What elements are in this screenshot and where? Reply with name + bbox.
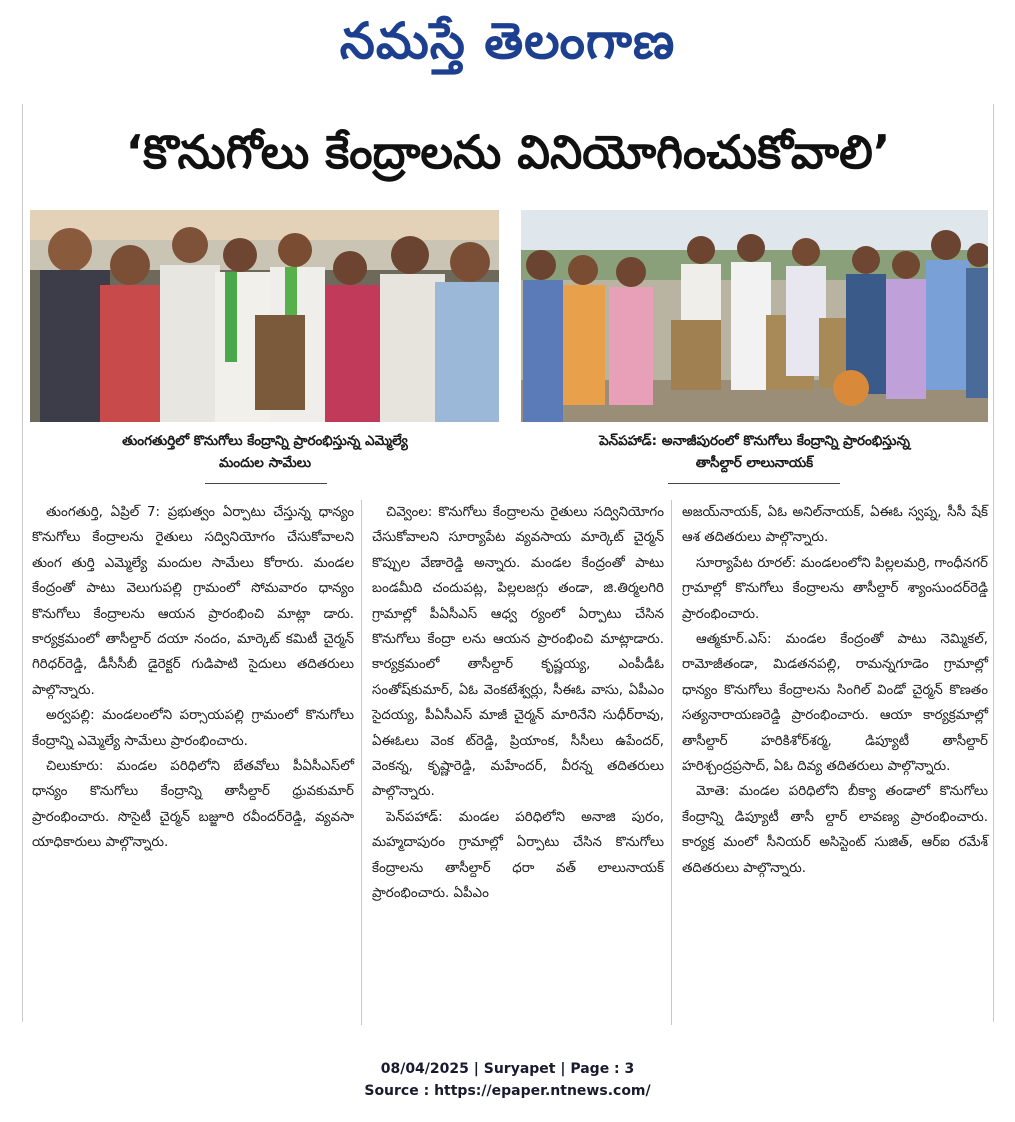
- paragraph-penpahad-cont: అజయ్‌నాయక్‌, ఏఓ అనిల్‌నాయక్‌, ఏఈఓ స్వప్న, సీసీ షేక్‌ ఆశ తదితరులు పాల్గొన్నారు.: [682, 505, 988, 546]
- paragraph-tungaturthi: తుంగతుర్తి, ఏప్రిల్‌ 7: ప్రభుత్వం ఏర్పాటు చేస్తున్న ధాన్యం కొనుగోలు కేంద్రాలను రైతులు సద్వినియోగం చేసుకోవాలని తుంగ తుర్తి ఎమ్మెల్యే మందుల సామేలు కోరారు. మండల కేంద్రంతో పాటు వెలుగుపల్లి గ్రామంలో సోమవారం ధాన్యం కొనుగోలు కేంద్రాలను ఆయన ప్రారంభించి మాట్లా డారు. కార్యక్రమంలో తాసీల్దార్‌ దయా నందం, మార్కెట్‌ కమిటీ చైర్మన్‌ గిరిధర్‌రెడ్డి, డీసీసీబీ డైరెక్టర్‌ గుడిపాటి సైదులు తదితరులు పాల్గొన్నారు.: [32, 505, 354, 698]
- article-column-3: [682, 500, 988, 881]
- column-rule-2: [671, 500, 672, 1025]
- article-column-1: [32, 500, 354, 856]
- paragraph-mothe: మోతె: మండల పరిధిలోని బీక్యా తండాలో కొనుగోలు కేంద్రాన్ని డిప్యూటీ తాసీ ల్దార్‌ లావణ్య ప్రారంభించారు. కార్యక్ర మంలో సీనియర్‌ అసిస్టెంట్‌ సుజిత్‌, ఆర్‌ఐ రమేశ్‌ తదితరులు పాల్గొన్నారు.: [682, 784, 988, 876]
- page-border-right: [993, 104, 994, 1022]
- paragraph-suryapet-rural: సూర్యాపేట రూరల్‌: మండలంలోని పిల్లలమర్రి, గాంధీనగర్‌ గ్రామాల్లో కొనుగోలు కేంద్రాలను తాసీల్దార్‌ శ్యాంసుందర్‌రెడ్డి ప్రారంభించారు.: [682, 555, 988, 622]
- article-column-2: [372, 500, 664, 907]
- photo-penpahad: [521, 210, 988, 422]
- caption-2-rule: [668, 483, 840, 484]
- masthead-title: నమస్తే తెలంగాణ: [339, 12, 676, 70]
- caption-2-line-2: తాసీల్దార్‌ లాలునాయక్‌: [695, 455, 814, 471]
- paragraph-arvapalli: అర్వపల్లి: మండలంలోని పర్సాయపల్లి గ్రామంలో కొనుగోలు కేంద్రాన్ని ఎమ్మెల్యే సామేలు ప్రారంభించారు.: [32, 708, 354, 749]
- footer-source-link[interactable]: Source : https://epaper.ntnews.com/: [364, 1083, 651, 1099]
- caption-2-line-1: పెన్‌పహాడ్‌: అనాజీపురంలో కొనుగోలు కేంద్రాన్ని ప్రారంభిస్తున్న: [599, 433, 910, 449]
- masthead: [0, 6, 1015, 76]
- photo-caption-2: [521, 430, 988, 474]
- caption-1-line-1: తుంగతుర్తిలో కొనుగోలు కేంద్రాన్ని ప్రారంభిస్తున్న ఎమ్మెల్యే: [122, 433, 408, 449]
- footer-edition-line: 08/04/2025 | Suryapet | Page : 3: [380, 1061, 635, 1077]
- paragraph-penpahad: పెన్‌పహాడ్‌: మండల పరిధిలోని అనాజి పురం, మహ్మదాపురం గ్రామాల్లో ఏర్పాటు చేసిన కొనుగోలు కేంద్రాలను తాసీల్దార్‌ ధరా వత్‌ లాలునాయక్‌ ప్రారంభించారు. ఏపీఎం: [372, 809, 664, 902]
- paragraph-chilukuru: చిలుకూరు: మండల పరిధిలోని బేతవోలు పీఏసీఎస్‌లో ధాన్యం కొనుగోలు కేంద్రాన్ని తాసీల్దార్‌ ధ్రువకుమార్‌ ప్రారంభించారు. సొసైటీ చైర్మన్‌ బజ్జూరి రవీందర్‌రెడ్డి, వ్యవసా యాధికారులు పాల్గొన్నారు.: [32, 759, 354, 851]
- column-rule-1: [361, 500, 362, 1025]
- caption-1-line-2: మందుల సామేలు: [218, 455, 312, 471]
- page-footer: [0, 1058, 1015, 1102]
- page-border-left: [22, 104, 23, 1022]
- photo-tungaturthi: [30, 210, 499, 422]
- photo-caption-1: [32, 430, 498, 474]
- paragraph-chivvemla: చివ్వెంల: కొనుగోలు కేంద్రాలను రైతులు సద్వినియోగం చేసుకోవాలని సూర్యాపేట వ్యవసాయ మార్కెట్‌ చైర్మన్‌ కొప్పుల వేణారెడ్డి అన్నారు. మండల కేంద్రంతో పాటు బండమీది చందుపట్ల, పిల్లలజగ్గు తండా, జి.తిర్మలగిరి గ్రామాల్లో పీఏసీఎస్‌ ఆధ్వ ర్యంలో ఏర్పాటు చేసిన కొనుగోలు కేంద్రా లను ఆయన ప్రారంభించి మాట్లాడారు. కార్యక్రమంలో తాసీల్దార్‌ కృష్ణయ్య, ఎంపీడీఓ సంతోష్‌కుమార్‌, ఏఓ వెంకటేశ్వర్లు, సీఈఓ వాసు, ఏపీఎం సైదయ్య, పీఏసీఎస్‌ మాజీ చైర్మన్‌ మారినేని సుధీర్‌రావు, ఏఈఓలు వెంక ట్‌రెడ్డి, ప్రియాంక, సీసీలు ఉపేందర్‌, వెంకన్న, కృష్ణారెడ్డి, మహేందర్‌, వీరన్న తదితరులు పాల్గొన్నారు.: [372, 505, 664, 800]
- article-headline: ‘కొనుగోలు కేంద్రాలను వినియోగించుకోవాలి’: [125, 125, 891, 179]
- paragraph-atmakur: ఆత్మకూర్‌.ఎస్‌: మండల కేంద్రంతో పాటు నెమ్మికల్‌, రామోజీతండా, మిడతనపల్లి, రామన్నగూడెం గ్రామాల్లో ధాన్యం కొనుగోలు కేంద్రాలను సింగిల్‌ విండో చైర్మన్‌ కొణతం సత్యనారాయణరెడ్డి ప్రారంభించారు. ఆయా కార్యక్రమాల్లో తాసీల్దార్‌ హరికిశోర్‌శర్మ, డిప్యూటీ తాసీల్దార్‌ హరిశ్చంద్రప్రసాద్‌, ఏఓ దివ్య తదితరులు పాల్గొన్నారు.: [682, 632, 988, 775]
- caption-1-rule: [205, 483, 327, 484]
